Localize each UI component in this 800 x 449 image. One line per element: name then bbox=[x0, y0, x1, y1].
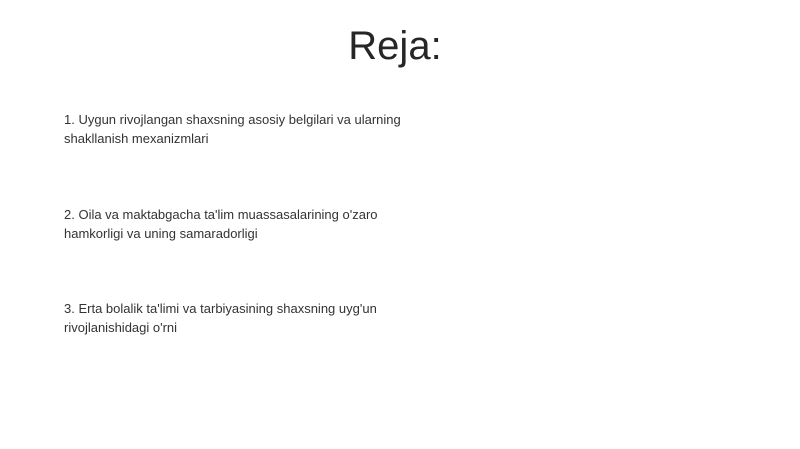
plan-item-1: 1. Uygun rivojlangan shaxsning asosiy belgilari va ularning shakllanish mexanizmlari bbox=[64, 112, 401, 146]
slide-title: Reja: bbox=[348, 24, 442, 68]
plan-item-2: 2. Oila va maktabgacha ta'lim muassasalarining o'zaro hamkorligi va uning samaradorligi bbox=[64, 207, 378, 241]
plan-item-3: 3. Erta bolalik ta'limi va tarbiyasining shaxsning uyg'un rivojlanishidagi o'rni bbox=[64, 301, 377, 335]
